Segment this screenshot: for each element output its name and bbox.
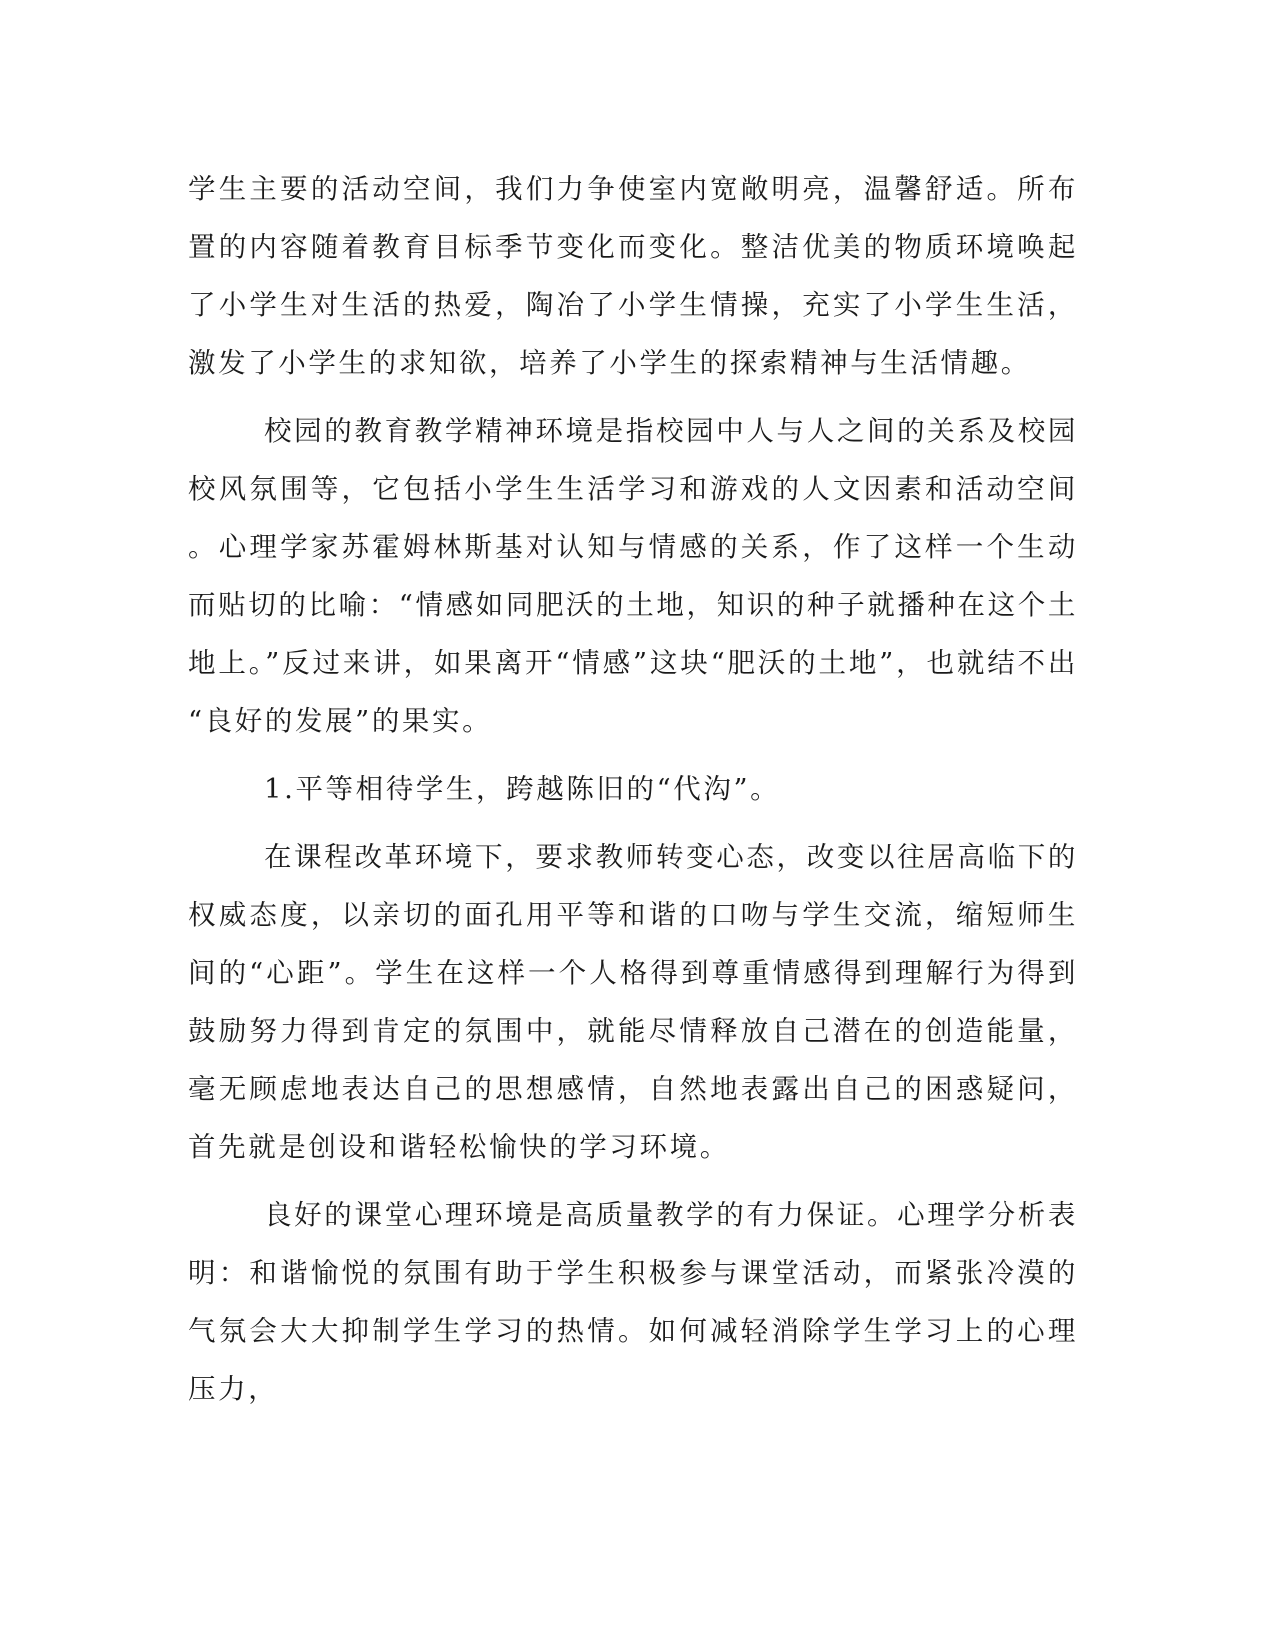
paragraph-classroom-environment: 学生主要的活动空间，我们力争使室内宽敞明亮，温馨舒适。所布置的内容随着教育目标季节变化而变化。整洁优美的物质环境唤起了小学生对生活的热爱，陶冶了小学生情操，充实了小学生生活，激发了小学生的求知欲，培养了小学生的探索精神与生活情趣。	[188, 173, 1078, 379]
paragraph-classroom-psychology: 良好的课堂心理环境是高质量教学的有力保证。心理学分析表明：和谐愉悦的氛围有助于学生积极参与课堂活动，而紧张冷漠的气氛会大大抑制学生学习的热情。如何减轻消除学生学习上的心理压力，	[188, 1199, 1078, 1405]
paragraph-spiritual-environment: 校园的教育教学精神环境是指校园中人与人之间的关系及校园校风氛围等，它包括小学生生活学习和游戏的人文因素和活动空间。心理学家苏霍姆林斯基对认知与情感的关系，作了这样一个生动而贴切的比喻：“情感如同肥沃的土地，知识的种子就播种在这个土地上。”反过来讲，如果离开“情感”这块“肥沃的土地”，也就结不出“良好的发展”的果实。	[188, 415, 1078, 737]
paragraph-curriculum-reform: 在课程改革环境下，要求教师转变心态，改变以往居高临下的权威态度，以亲切的面孔用平等和谐的口吻与学生交流，缩短师生间的“心距”。学生在这样一个人格得到尊重情感得到理解行为得到鼓励努力得到肯定的氛围中，就能尽情释放自己潜在的创造能量，毫无顾虑地表达自己的思想感情，自然地表露出自己的困惑疑问，首先就是创设和谐轻松愉快的学习环境。	[188, 841, 1078, 1163]
section-heading-equal-treatment: 1.平等相待学生，跨越陈旧的“代沟”。	[264, 773, 781, 805]
document-body	[188, 160, 1078, 1428]
